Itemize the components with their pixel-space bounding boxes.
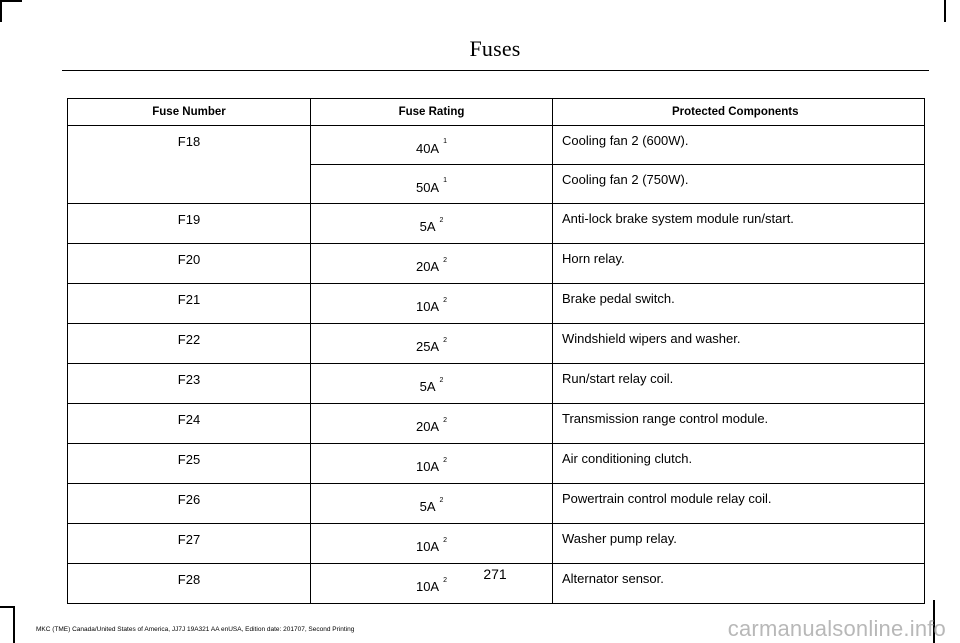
fuse-number-cell: F21: [68, 284, 311, 324]
footnote-marker: 2: [443, 416, 448, 424]
column-header-fuse-rating: Fuse Rating: [311, 99, 553, 126]
fuse-rating-value: 40A: [415, 140, 440, 156]
fuse-rating-value: 20A: [415, 259, 440, 274]
fuse-rating-cell: [311, 244, 553, 284]
fuse-number-cell: F28: [68, 564, 311, 604]
protected-component-cell: Cooling fan 2 (750W).: [553, 165, 925, 204]
protected-component-cell: Horn relay.: [553, 244, 925, 284]
crop-mark-bottom-left: [0, 606, 14, 608]
watermark: carmanualsonline.info: [727, 616, 946, 641]
fuse-number-cell: F24: [68, 404, 311, 444]
fuse-number-cell: F18: [68, 126, 311, 204]
protected-component-cell: Transmission range control module.: [553, 404, 925, 444]
fuse-number-cell: F23: [68, 364, 311, 404]
crop-mark-top-left: [0, 0, 2, 22]
fuse-number-cell: F27: [68, 524, 311, 564]
fuse-rating-cell: [311, 165, 553, 204]
fuse-table: [67, 98, 925, 604]
table-header-row: [68, 99, 925, 126]
fuse-rating-cell: [311, 484, 553, 524]
fuse-rating-value: 20A: [415, 419, 440, 434]
page-number: 271: [483, 566, 507, 582]
fuse-rating-value: 5A: [419, 379, 436, 394]
fuse-rating-cell: [311, 404, 553, 444]
protected-component-cell: Washer pump relay.: [553, 524, 925, 564]
footnote-marker: 1: [443, 138, 448, 146]
fuse-rating-cell: [311, 284, 553, 324]
table-row: [68, 484, 925, 524]
crop-mark-bottom-left-v: [13, 606, 15, 643]
footnote-marker: 2: [439, 376, 444, 384]
footnote-marker: 2: [439, 496, 444, 504]
fuse-number-cell: F25: [68, 444, 311, 484]
protected-component-cell: Windshield wipers and washer.: [553, 324, 925, 364]
table-row: [68, 364, 925, 404]
protected-component-cell: Brake pedal switch.: [553, 284, 925, 324]
fuse-rating-value: 25A: [415, 339, 440, 354]
fuse-rating-cell: [311, 324, 553, 364]
footnote-marker: 1: [443, 177, 448, 185]
fuse-rating-value: 50A: [415, 179, 440, 195]
table-row: [68, 204, 925, 244]
footnote-marker: 2: [443, 256, 448, 264]
title-divider: [62, 70, 929, 71]
fuse-rating-value: 10A: [415, 299, 440, 314]
protected-component-cell: Run/start relay coil.: [553, 364, 925, 404]
footnote-marker: 2: [443, 296, 448, 304]
fuse-rating-cell: [311, 126, 553, 165]
fuse-number-cell: F22: [68, 324, 311, 364]
protected-component-cell: Alternator sensor.: [553, 564, 925, 604]
crop-mark-top-right: [944, 0, 946, 22]
protected-component-cell: Cooling fan 2 (600W).: [553, 126, 925, 165]
fuse-number-cell: F20: [68, 244, 311, 284]
fuse-table-body: [68, 126, 925, 604]
protected-component-cell: Powertrain control module relay coil.: [553, 484, 925, 524]
fuse-number-cell: F26: [68, 484, 311, 524]
crop-mark-top-left-h: [0, 0, 22, 2]
column-header-fuse-number: Fuse Number: [68, 99, 311, 126]
footnote-marker: 2: [443, 536, 448, 544]
fuse-rating-value: 10A: [415, 539, 440, 554]
table-row: [68, 524, 925, 564]
footnote-marker: 2: [443, 336, 448, 344]
protected-component-cell: Anti-lock brake system module run/start.: [553, 204, 925, 244]
fuse-number-cell: F19: [68, 204, 311, 244]
page-title: Fuses: [469, 36, 521, 61]
fuse-rating-value: 5A: [419, 499, 436, 514]
footnote-marker: 2: [439, 216, 444, 224]
fuse-rating-cell: [311, 524, 553, 564]
column-header-protected-components: Protected Components: [553, 99, 925, 126]
fuse-rating-cell: [311, 204, 553, 244]
edition-footer: MKC (TME) Canada/United States of America, JJ7J 19A321 AA enUSA, Edition date: 201707, Second Printing: [36, 626, 355, 633]
table-row: [68, 444, 925, 484]
fuse-rating-value: 5A: [419, 219, 436, 234]
fuse-rating-value: 10A: [415, 459, 440, 474]
table-row: [68, 244, 925, 284]
table-row: [68, 126, 925, 165]
fuse-rating-value: 10A: [415, 579, 440, 594]
protected-component-cell: Air conditioning clutch.: [553, 444, 925, 484]
fuse-rating-cell: [311, 364, 553, 404]
footnote-marker: 2: [443, 456, 448, 464]
table-row: [68, 404, 925, 444]
footnote-marker: 2: [443, 576, 448, 584]
fuse-rating-cell: [311, 444, 553, 484]
table-row: [68, 324, 925, 364]
table-row: [68, 284, 925, 324]
